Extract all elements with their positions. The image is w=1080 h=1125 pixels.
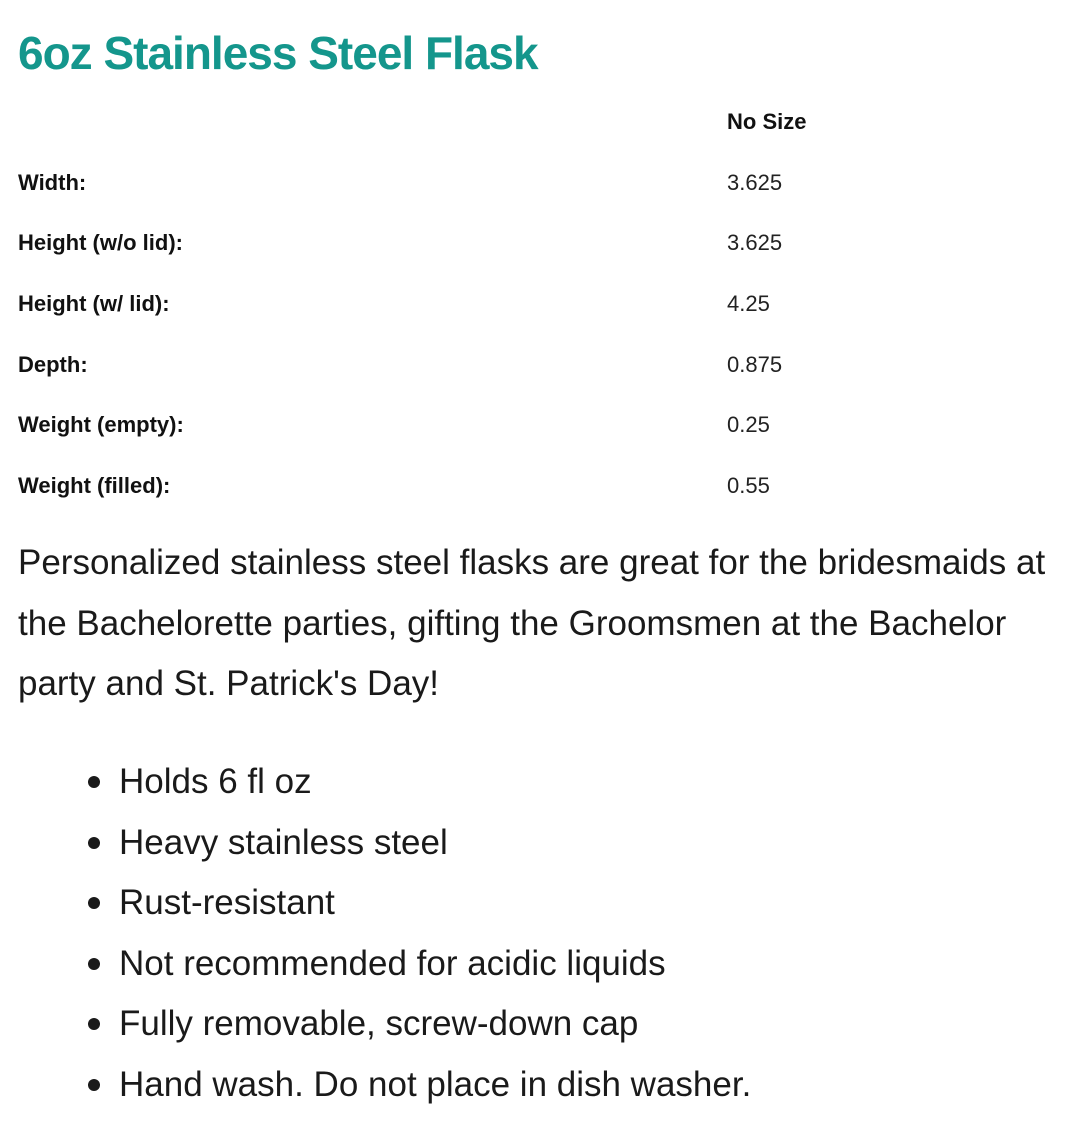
- list-item: [18, 1055, 751, 1116]
- spec-value: 3.625: [727, 169, 783, 195]
- spec-table: [18, 92, 1062, 516]
- spec-value: 0.25: [727, 412, 770, 438]
- spec-label: Weight (empty):: [18, 412, 184, 438]
- spec-label: Height (w/ lid):: [18, 291, 170, 317]
- list-item: [18, 994, 751, 1055]
- spec-row-weight-empty: [18, 395, 1062, 456]
- spec-header-row: [18, 92, 1062, 153]
- spec-row-height-with-lid: [18, 274, 1062, 335]
- feature-list: [18, 752, 751, 1116]
- spec-value: 3.625: [727, 230, 783, 256]
- list-item: [18, 752, 751, 813]
- bullet-icon: [88, 958, 100, 970]
- spec-value: 4.25: [727, 291, 770, 317]
- spec-row-height-without-lid: [18, 213, 1062, 274]
- feature-text: Not recommended for acidic liquids: [119, 943, 666, 983]
- feature-text: Rust-resistant: [119, 883, 335, 923]
- spec-label: Height (w/o lid):: [18, 230, 183, 256]
- spec-value: 0.55: [727, 472, 770, 498]
- product-description: Personalized stainless steel flasks are great for the bridesmaids at the Bachelorette parties, gifting the Groomsmen at the Bachelor party and St. Patrick's Day!: [18, 543, 1046, 703]
- bullet-icon: [88, 837, 100, 849]
- product-title: 6oz Stainless Steel Flask: [18, 27, 538, 79]
- feature-text: Fully removable, screw-down cap: [119, 1004, 639, 1044]
- feature-text: Hand wash. Do not place in dish washer.: [119, 1064, 752, 1104]
- bullet-icon: [88, 1079, 100, 1091]
- spec-row-width: [18, 153, 1062, 214]
- spec-label: Width:: [18, 169, 87, 195]
- feature-text: Holds 6 fl oz: [119, 762, 312, 801]
- list-item: [18, 934, 751, 995]
- spec-label: Depth:: [18, 351, 88, 377]
- spec-column-header: No Size: [727, 109, 807, 135]
- list-item: [18, 813, 751, 874]
- bullet-icon: [88, 1018, 100, 1030]
- spec-row-weight-filled: [18, 456, 1062, 517]
- feature-text: Heavy stainless steel: [119, 822, 448, 862]
- bullet-icon: [88, 897, 100, 909]
- bullet-icon: [88, 776, 100, 788]
- spec-label: Weight (filled):: [18, 472, 171, 498]
- spec-value: 0.875: [727, 351, 783, 377]
- spec-row-depth: [18, 334, 1062, 395]
- list-item: [18, 873, 751, 934]
